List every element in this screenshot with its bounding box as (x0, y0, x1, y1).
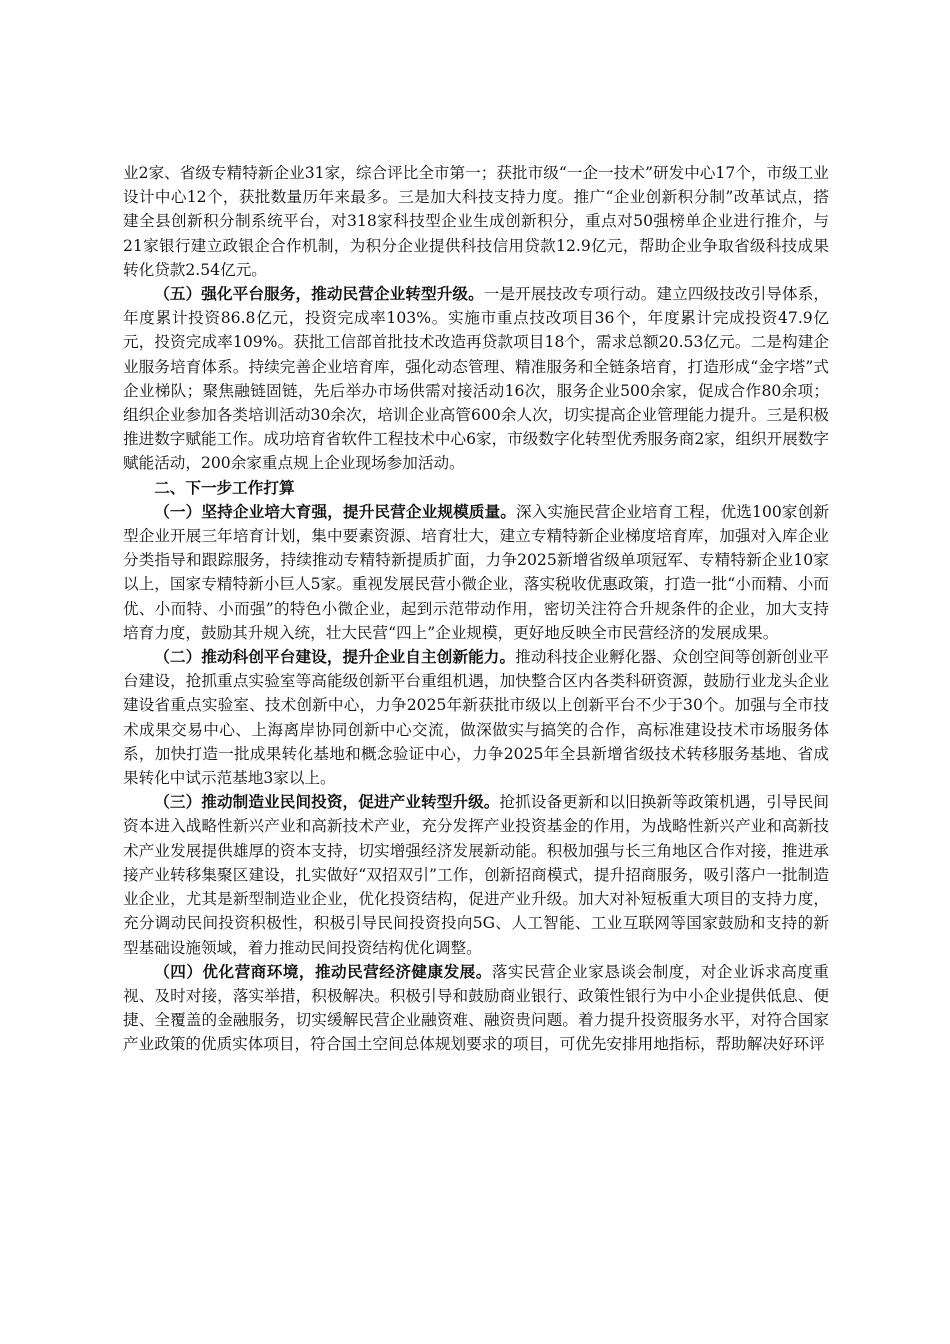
paragraph-body: 深入实施民营企业培育工程，优选100家创新型企业开展三年培育计划，集中要素资源、培育壮大，建立专精特新企业梯度培育库，加强对入库企业分类指导和跟踪服务，持续推动专精特新提质扩面，力争2025新增省级单项冠军、专精特新企业10家以上，国家专精特新小巨人5家。重视发展民营小微企业，落实税收优惠政策，打造一批“小而精、小而优、小而特、小而强”的特色小微企业，起到示范带动作用，密切关注符合升规条件的企业，加大支持培育力度，鼓励其升规入统，壮大民营“四上”企业规模，更好地反映全市民营经济的发展成果。 (123, 502, 829, 642)
paragraph-body: 一是开展技改专项行动。建立四级技改引导体系，年度累计投资86.8亿元，投资完成率103%。实施市重点技改项目36个，年度累计完成投资47.9亿元，投资完成率109%。获批工信部首批技术改造再贷款项目18个，需求总额20.53亿元。二是构建企业服务培育体系。持续完善企业培育库，强化动态管理、精准服务和全链条培育，打造形成“金字塔”式企业梯队；聚焦融链固链，先后举办市场供需对接活动16次，服务企业500余家，促成合作80余项；组织企业参加各类培训活动30余次，培训企业高管600余人次，切实提高企业管理能力提升。三是积极推进数字赋能工作。成功培育省软件工程技术中心6家，市级数字化转型优秀服务商2家，组织开展数字赋能活动，200余家重点规上企业现场参加活动。 (123, 285, 829, 473)
paragraph-enterprise-cultivation (123, 500, 829, 645)
paragraph-body: 抢抓设备更新和以旧换新等政策机遇，引导民间资本进入战略性新兴产业和高新技术产业，充分发挥产业投资基金的作用，为战略性新兴产业和高新技术产业发展提供雄厚的资本支持，切实增强经济发展新动能。积极加强与长三角地区合作对接，推进承接产业转移集聚区建设，扎实做好“双招双引”工作，创新招商模式，提升招商服务，吸引落户一批制造业企业，尤其是新型制造业企业，优化投资结构，促进产业升级。加大对补短板重大项目的支持力度，充分调动民间投资积极性，积极引导民间投资投向5G、人工智能、工业互联网等国家鼓励和支持的新型基础设施领域，着力推动民间投资结构优化调整。 (123, 793, 829, 957)
paragraph-heading: （一）坚持企业培大育强，提升民营企业规模质量。 (154, 501, 517, 521)
paragraph-body: 业2家、省级专精特新企业31家，综合评比全市第一；获批市级“一企一技术”研发中心17个，市级工业设计中心12个，获批数量历年来最多。三是加大科技支持力度。推广“企业创新积分制”改革试点，搭建全县创新积分制系统平台，对318家科技型企业生成创新积分，重点对50强榜单企业进行推介，与21家银行建立政银企合作机制，为积分企业提供科技信用贷款12.9亿元，帮助企业争取省级科技成果转化贷款2.54亿元。 (123, 164, 829, 279)
paragraph-body: 推动科技企业孵化器、众创空间等创新创业平台建设，抢抓重点实验室等高能级创新平台重组机遇，加快整合区内各类科研资源，鼓励行业龙头企业建设省重点实验室、技术创新中心，力争2025年新获批市级以上创新平台不少于30个。加强与全市技术成果交易中心、上海离岸协同创新中心交流，做深做实与搞笑的合作，高标准建设技术市场服务体系，加快打造一批成果转化基地和概念验证中心，力争2025年全县新增省级技术转移服务基地、省成果转化中试示范基地3家以上。 (123, 648, 829, 788)
paragraph-heading: （四）优化营商环境，推动民营经济健康发展。 (154, 961, 492, 981)
paragraph-heading: （五）强化平台服务，推动民营企业转型升级。 (154, 284, 484, 304)
paragraph-platform-services (123, 282, 829, 476)
document-page (123, 161, 829, 1057)
section-title-next-steps: 二、下一步工作打算 (154, 478, 295, 497)
paragraph-body: 落实民营企业家恳谈会制度，对企业诉求高度重视、及时对接，落实举措，积极解决。积极引导和鼓励商业银行、政策性银行为中小企业提供低息、便捷、全覆盖的金融服务，切实缓解民营企业融资难、融资贵问题。着力提升投资服务水平，对符合国家产业政策的优质实体项目，符合国土空间总体规划要求的项目，可优先安排用地指标，帮助解决好环评 (123, 962, 829, 1054)
paragraph-innovation-platforms (123, 645, 829, 790)
paragraph-business-environment (123, 960, 829, 1057)
paragraph-continuation (123, 161, 829, 282)
paragraph-heading: （三）推动制造业民间投资，促进产业转型升级。 (154, 792, 500, 812)
paragraph-private-investment (123, 790, 829, 959)
paragraph-heading: （二）推动科创平台建设，提升企业自主创新能力。 (154, 647, 516, 667)
